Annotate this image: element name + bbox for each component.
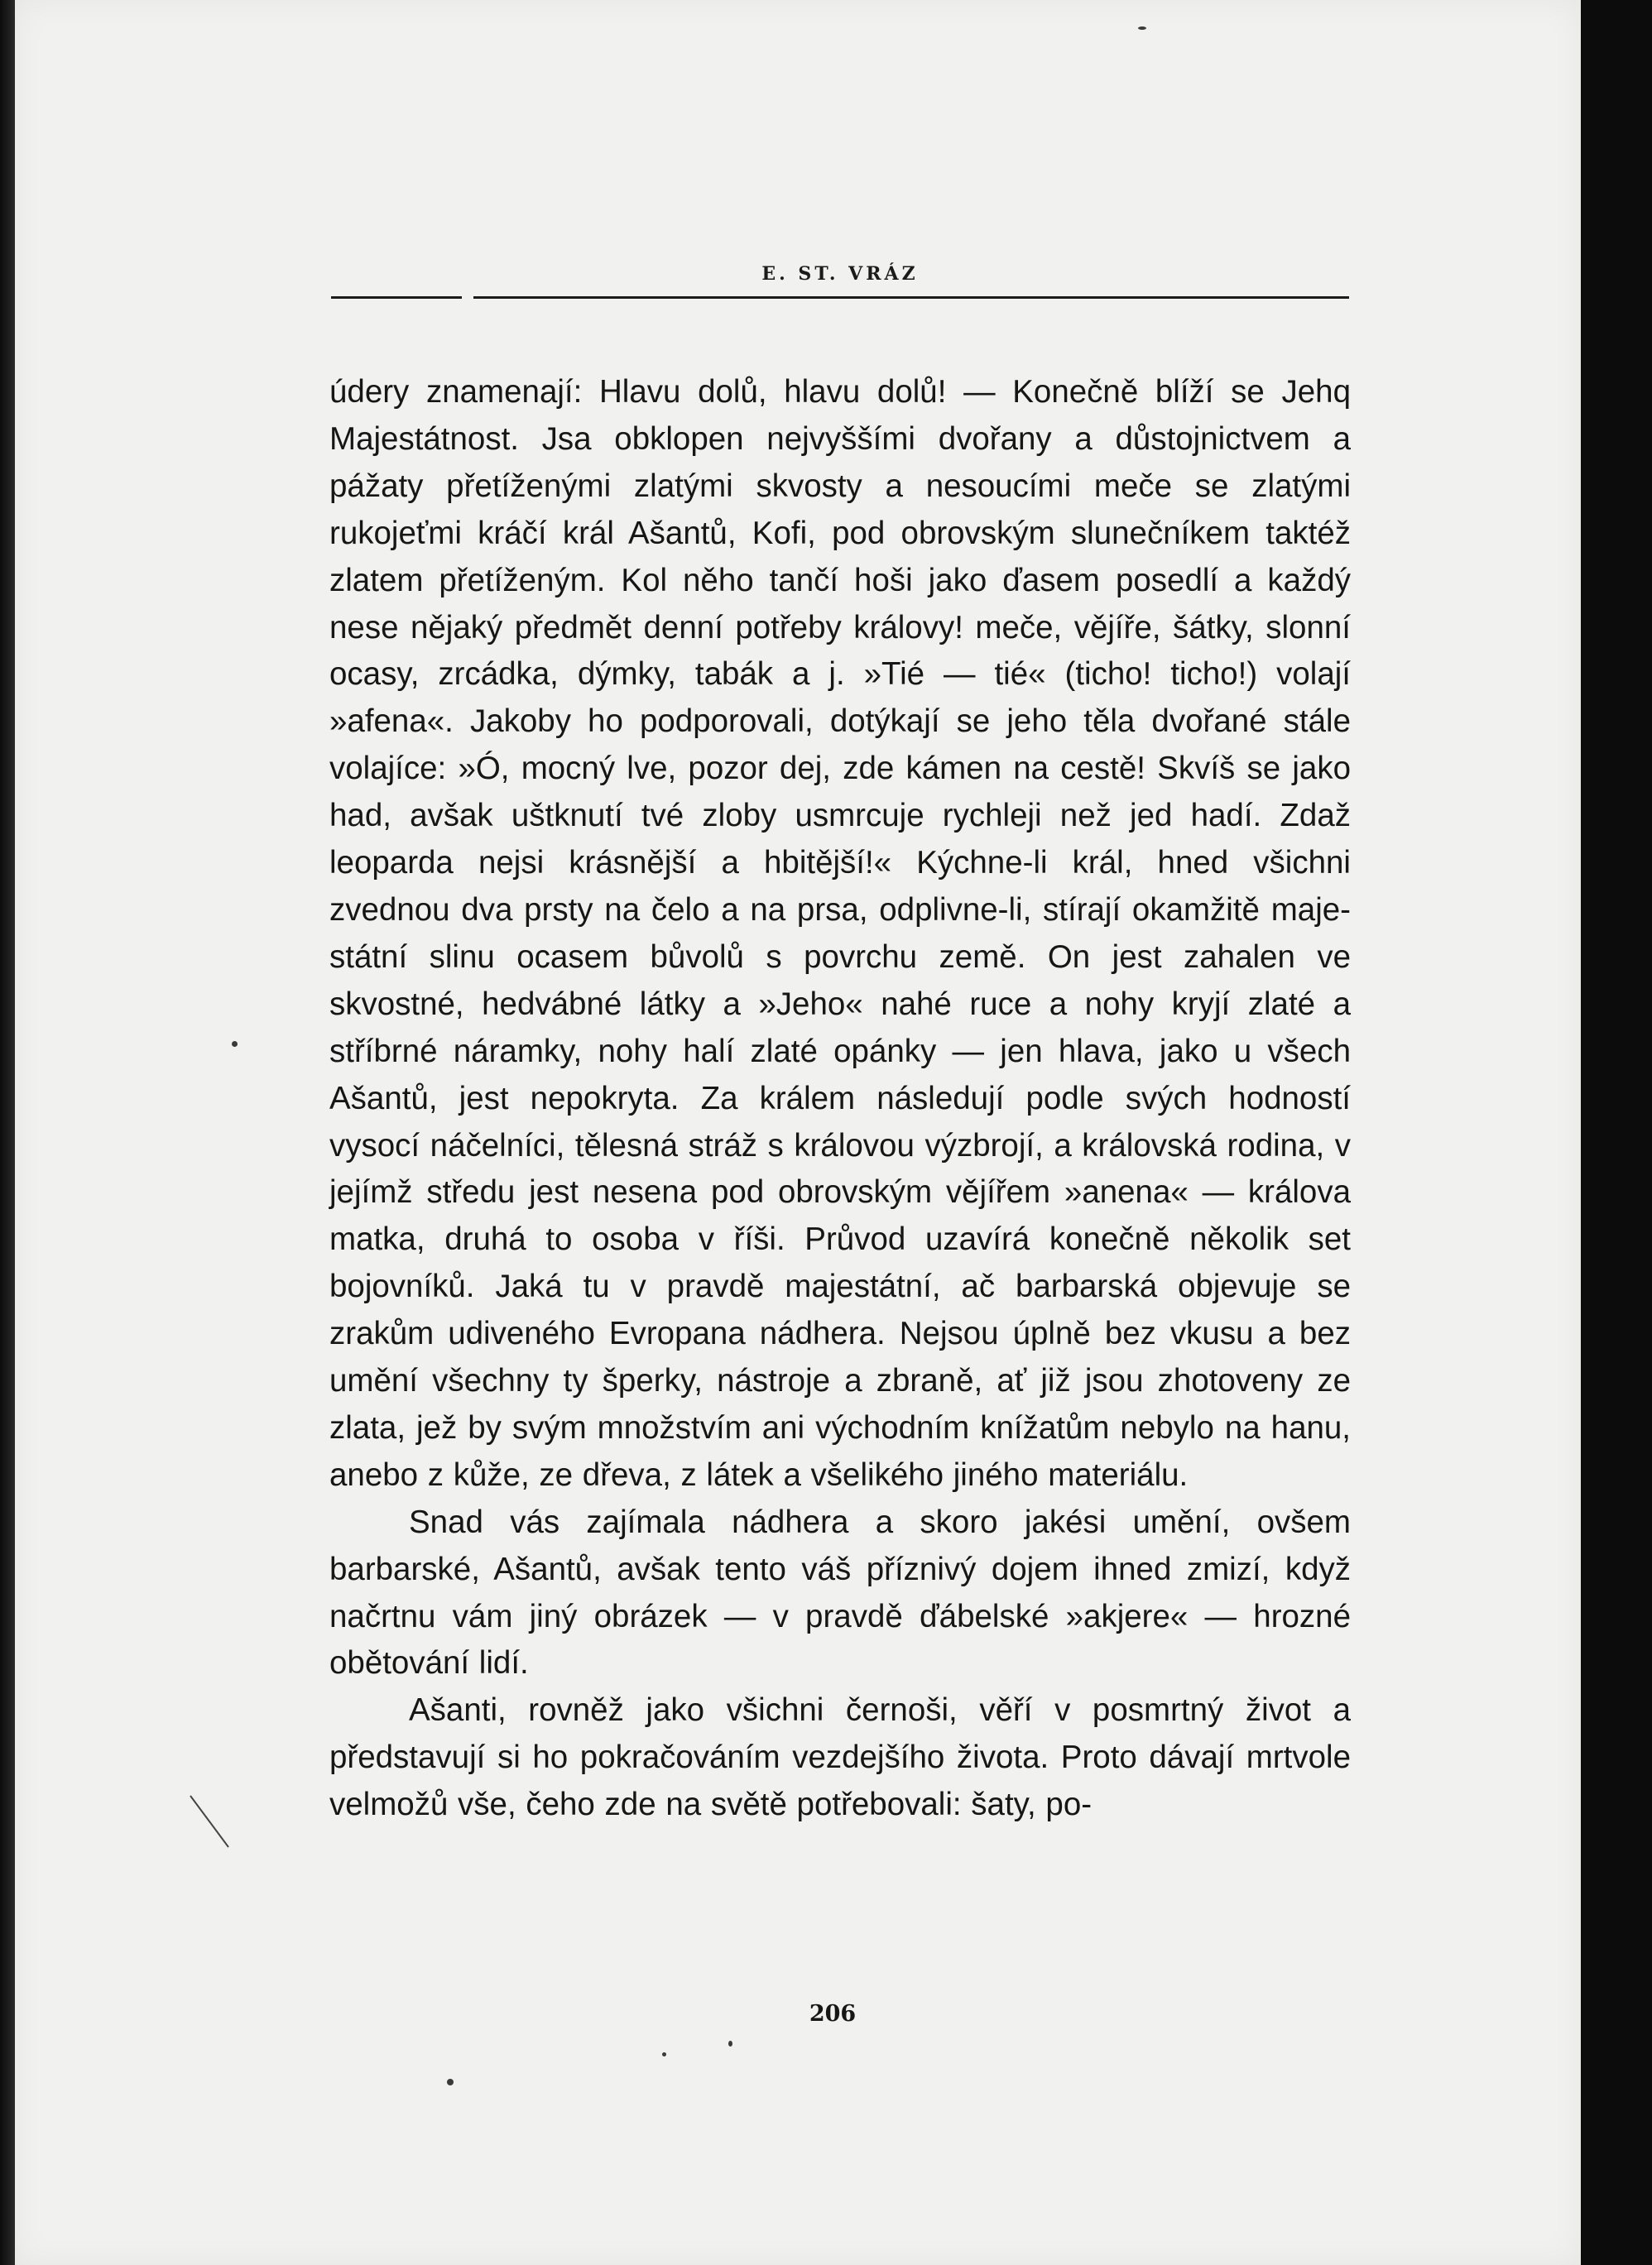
paragraph-3: Ašanti, rovněž jako všichni černoši, věří v posmrtný život a představují si ho pokračováním vezdejšího života. Proto dávají mrtvole velmožů vše, čeho zde na světě potřebovali: šaty, po- [329, 1692, 1351, 1823]
header-rule-gap [462, 295, 473, 300]
dust-speck [728, 2041, 732, 2047]
page-number: 206 [809, 2001, 857, 2027]
body-text [329, 369, 1351, 1829]
dust-speck [232, 1041, 238, 1047]
scan-dark-margin [1581, 0, 1652, 2265]
running-head: E. ST. VRÁZ [761, 263, 919, 285]
dust-speck [662, 2052, 666, 2056]
pencil-mark [187, 1794, 237, 1852]
paragraph-2: Snad vás zajímala nádhera a skoro jakési umění, ovšem barbarské, Ašantů, avšak tento váš příznivý dojem ihned zmizí, když načrtnu vám jiný obrázek — v pravdě ďábelské »akjere« — hrozné obětování lidí. [329, 1504, 1351, 1682]
dust-speck [1138, 26, 1146, 30]
dust-speck [447, 2079, 454, 2085]
header-rule [331, 296, 1349, 299]
binding-edge-shadow [0, 0, 15, 2265]
paragraph-1: údery znamenají: Hlavu dolů, hlavu dolů! — Konečně blíží se Jehq Majestátnost. Jsa obklopen nejvyššími dvořany a důstojnictvem a pážaty přetíženými zlatými skvosty a nesoucími meče se zlatými rukojeťmi kráčí král Ašantů, Kofi, pod obrovským slunečníkem taktéž zlatem přetíženým. Kol něho tančí hoši jako ďasem posedlí a každý nese nějaký předmět denní potřeby královy! meče, vějíře, šátky, slonní ocasy, zrcádka, dýmky, tabák a j. »Tié — tié« (ticho! ticho!) volají »afena«. Jakoby ho podporovali, dotýkají se jeho těla dvořané stále volajíce: »Ó, mocný lve, pozor dej, zde kámen na cestě! Skvíš se jako had, avšak uštknutí tvé zloby usmrcuje rychleji než jed hadí. Zdaž leoparda nejsi krásnější a hbitější!« Kýchne-li král, hned všichni zvednou dva prsty na čelo a na prsa, odplivne-li, stírají okamžitě majestátní slinu ocasem bůvolů s povrchu země. On jest zahalen ve skvostné, hedvábné látky a »Jeho« nahé ruce a nohy kryjí zlaté a stříbrné náramky, nohy halí zlaté opánky — jen hlava, jako u všech Ašantů, jest nepokryta. Za králem následují podle svých hodností vysocí náčelníci, tělesná stráž s královou výzbrojí, a královská rodina, v jejímž středu jest nesena pod obrovským vějířem »anena« — králova matka, druhá to osoba v říši. Průvod uzavírá konečně několik set bojovníků. Jaká tu v pravdě majestátní, ač barbarská objevuje se zrakům udiveného Evropana nádhera. Nejsou úplně bez vkusu a bez umění všechny ty šperky, nástroje a zbraně, ať již jsou zhotoveny ze zlata, jež by svým množstvím ani východním knížatům nebylo na hanu, anebo z kůže, ze dřeva, z látek a všelikého jiného materiálu. [329, 374, 1351, 1493]
